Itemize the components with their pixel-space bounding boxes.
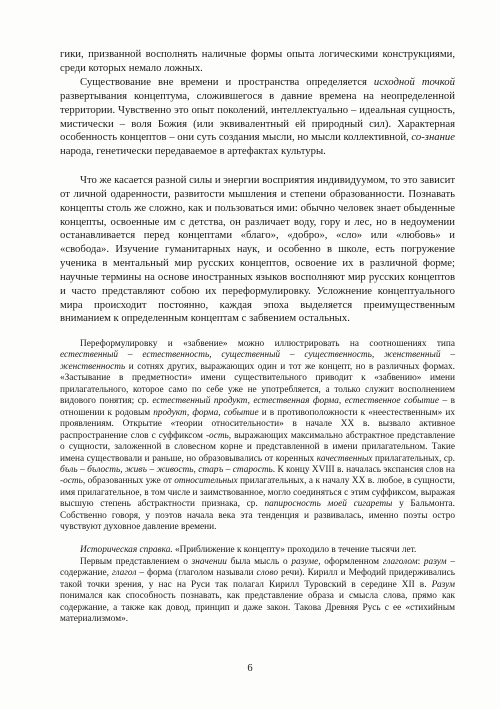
italic-run: слово [256, 568, 278, 579]
italic-run: папиросность моей сигареты [264, 499, 393, 510]
italic-run: бъль – бълость, живъ – живость, старъ – старость [60, 464, 273, 475]
text-run: и сотнях других, выражающих один и тот же концепт, но в различных формах. «Застывание в предметности» имени существительного приводит к «забвению» имени прилагательного, которое само по себе уже не употребляется, а только служит восполнением видового понятия; ср. [60, 361, 455, 407]
italic-run: разум [423, 557, 447, 567]
text-run: прилагательных, а к началу XX в. любое, в сущности, имя прилагательное, в том числе и заимствованное, могло соединяться с этим суффиксом, выражая высшую степень абстрактности признака, ср. [60, 476, 455, 510]
text-run: : [417, 557, 424, 567]
text-run: , оформленном [318, 557, 383, 567]
text-run: , выражающих максимально абстрактное представление о сущности, заложенной в словесном корне и представленной в имени прилагательном. Такие имена существовали и раньше, но образовывались от коренных [60, 430, 456, 464]
text-run: речи). Кирилл и Мефодий придерживались такой точки зрения, у нас на Руси так полагал Кирилл Туровский в середине XII в. [60, 568, 456, 590]
italic-run: разуме [291, 557, 319, 567]
text-run: и в противоположности к «неестественным» их проявлениям. Открытие «теории относительности» в начале XX в. вызвало активное распространение слов с суффиксом [60, 407, 455, 441]
text-run: Переформулировку и «забвение» можно иллюстрировать на соотношениях типа [80, 339, 455, 349]
italic-run: Историческая справка. [80, 545, 173, 555]
text-run: , образованных уже от [82, 476, 175, 487]
italic-run: глаголом [382, 557, 418, 567]
italic-run: качественных [316, 453, 373, 464]
text-run: Что же касается разной силы и энергии восприятия индивидуумом, то это зависит от личной одаренности, развитости мышления и степени образованности. Познавать концепты столь же сложно, как и пользоваться ими: обычно человек знает обыденные концепты, освоенные им с детства, он различает воду, гору и лес, но в недоумении останавливается перед концептами «благо», «добро», «сло» или «любовь» и «свобода». Изучение гуманитарных наук, и особенно в школе, есть погружение ученика в ментальный мир русских концептов, освоение их в различной форме; научные термины на основе иностранных языков восполняют мир русских концептов и часто представляют собою их переформулировку. Усложнение концептуального мира происходит постоянно, каждая эпоха выделяется преимущественным вниманием к определенным концептам с забвением остальных. [60, 174, 456, 325]
text-run: Первым представлением о [80, 557, 192, 567]
text-run: понимался как способность познавать, как представление образа и смысла слова, прямо как содержание, а также как довод, принцип и даже закон. Такова Древняя Русь с ее «стихийным материализмом». [60, 591, 455, 625]
text-run: была мысль о [226, 557, 292, 567]
paragraph-reformulation [60, 339, 455, 534]
page-number: 6 [247, 663, 253, 674]
text-run: «Приближение к концепту» проходило в течение тысячи лет. [172, 545, 417, 555]
text-run: гики, призванной восполнять наличные формы опыта логическими конструкциями, среди которых немало ложных. [60, 48, 455, 74]
paragraph-continuation [60, 48, 455, 76]
text-run: развертывания концептума, сложившегося в давние времена на неопределенной территории. Чувственно это опыт поколений, интеллектуально – идеальная сущность, мистически – воля Божия (или эквивалентный ей природный сил). Характерная особенность концептов – они суть создания мысли, но мысли коллективной, [60, 89, 455, 144]
italic-run: глагол [111, 568, 137, 579]
italic-run: -ость [60, 476, 83, 487]
italic-run: со-знание [411, 131, 455, 144]
text-run: – в отношении к родовым [60, 396, 456, 418]
paragraph-historical-note [60, 545, 455, 556]
italic-run: естественный – естественность, существенный – существенность, женственный – женственность [60, 350, 455, 372]
text-run: – содержание, [60, 557, 455, 579]
text-run: . К концу XVIII в. началась экспансия слов на [272, 464, 455, 475]
italic-run: естественный продукт, естественная форма, естественное событие [152, 396, 439, 407]
text-run: народа, генетически передаваемое в артефактах культуры. [60, 145, 326, 158]
italic-run: продукт, форма, событие [153, 407, 259, 418]
italic-run: исходной точкой [373, 76, 455, 88]
paragraph-concept-origin [60, 76, 455, 159]
paragraph-meaning-reason [60, 557, 455, 626]
text-run: – форма (глаголом называли [136, 568, 257, 579]
text-run: у Бальмонта. Собственно говоря, у поэтов начала века эта тенденция и развивалась, именно поэты острo чувствуют духовное давление времени. [60, 499, 455, 533]
italic-run: Разум [431, 579, 455, 590]
italic-run: относительных [174, 476, 238, 487]
text-run: прилагательных, ср. [372, 453, 456, 464]
paragraph-perception [60, 174, 455, 326]
text-run: Существование вне времени и пространства определяется [80, 76, 374, 88]
italic-run: -ость [205, 430, 229, 441]
italic-run: значении [191, 557, 227, 567]
